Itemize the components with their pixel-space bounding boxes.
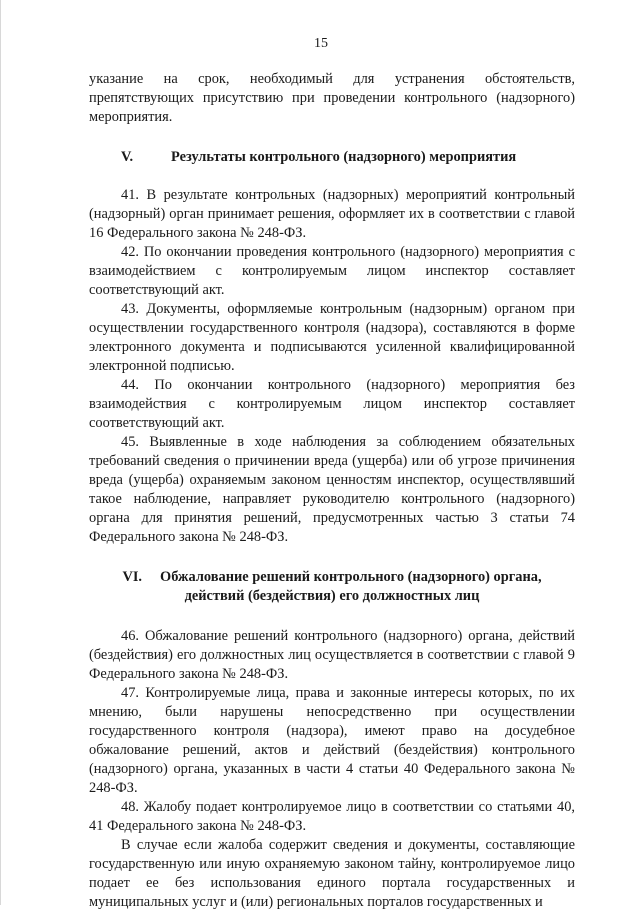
paragraph-44: 44. По окончании контрольного (надзорного) мероприятия без взаимодействия с контролируемым лицом инспектор составляет соответствующий акт. [89, 377, 575, 431]
section-6-number: VI. [122, 569, 143, 585]
paragraph-46: 46. Обжалование решений контрольного (надзорного) органа, действий (бездействия) его должностных лиц осуществляется в соответствии с главой 9 Федерального закона № 248-ФЗ. [89, 628, 575, 682]
paragraph-47: 47. Контролируемые лица, права и законные интересы которых, по их мнению, были нарушены непосредственно при осуществлении государственного контроля (надзора), имеют право на досудебное обжалование решений, актов и действий (бездействия) контрольного (надзорного) органа, указанных в части 4 статьи 40 Федерального закона № 248-ФЗ. [89, 685, 575, 796]
section-6-heading [89, 568, 575, 606]
section-5-title: Результаты контрольного (надзорного) мероприятия [171, 149, 517, 165]
paragraph-42: 42. По окончании проведения контрольного (надзорного) мероприятия с взаимодействием с контролируемым лицом инспектор составляет соответствующий акт. [89, 244, 575, 298]
section-5-heading [89, 148, 575, 167]
section-6-title-line1: Обжалование решений контрольного (надзорного) органа, [160, 569, 542, 585]
page-number: 15 [314, 36, 328, 51]
paragraph-41: 41. В результате контрольных (надзорных) мероприятий контрольный (надзорный) орган принимает решения, оформляет их в соответствии с главой 16 Федерального закона № 248-ФЗ. [89, 187, 575, 241]
paragraph-45: 45. Выявленные в ходе наблюдения за соблюдением обязательных требований сведения о причинении вреда (ущерба) или об угрозе причинения вреда (ущерба) охраняемым законом ценностям инспектор, осуществлявший такое наблюдение, направляет руководителю контрольного (надзорного) органа для принятия решений, предусмотренных частью 3 статьи 74 Федерального закона № 248-ФЗ. [89, 434, 575, 545]
paragraph-48-continued: В случае если жалоба содержит сведения и документы, составляющие государственную или иную охраняемую законом тайну, контролируемое лицо подает ее без использования единого портала государственных и муниципальных услуг и (или) региональных порталов государственных и [89, 837, 575, 910]
section-5-number: V. [121, 149, 134, 165]
paragraph-48: 48. Жалобу подает контролируемое лицо в соответствии со статьями 40, 41 Федерального закона № 248-ФЗ. [89, 799, 575, 834]
section-6-heading-line1 [89, 568, 575, 587]
intro-paragraph: указание на срок, необходимый для устранения обстоятельств, препятствующих присутствию при проведении контрольного (надзорного) мероприятия. [89, 71, 575, 125]
paragraph-43: 43. Документы, оформляемые контрольным (надзорным) органом при осуществлении государственного контроля (надзора), составляются в форме электронного документа и подписываются усиленной квалифицированной электронной подписью. [89, 301, 575, 374]
section-6-title-line2: действий (бездействия) его должностных лиц [184, 588, 480, 604]
document-body [89, 70, 575, 912]
